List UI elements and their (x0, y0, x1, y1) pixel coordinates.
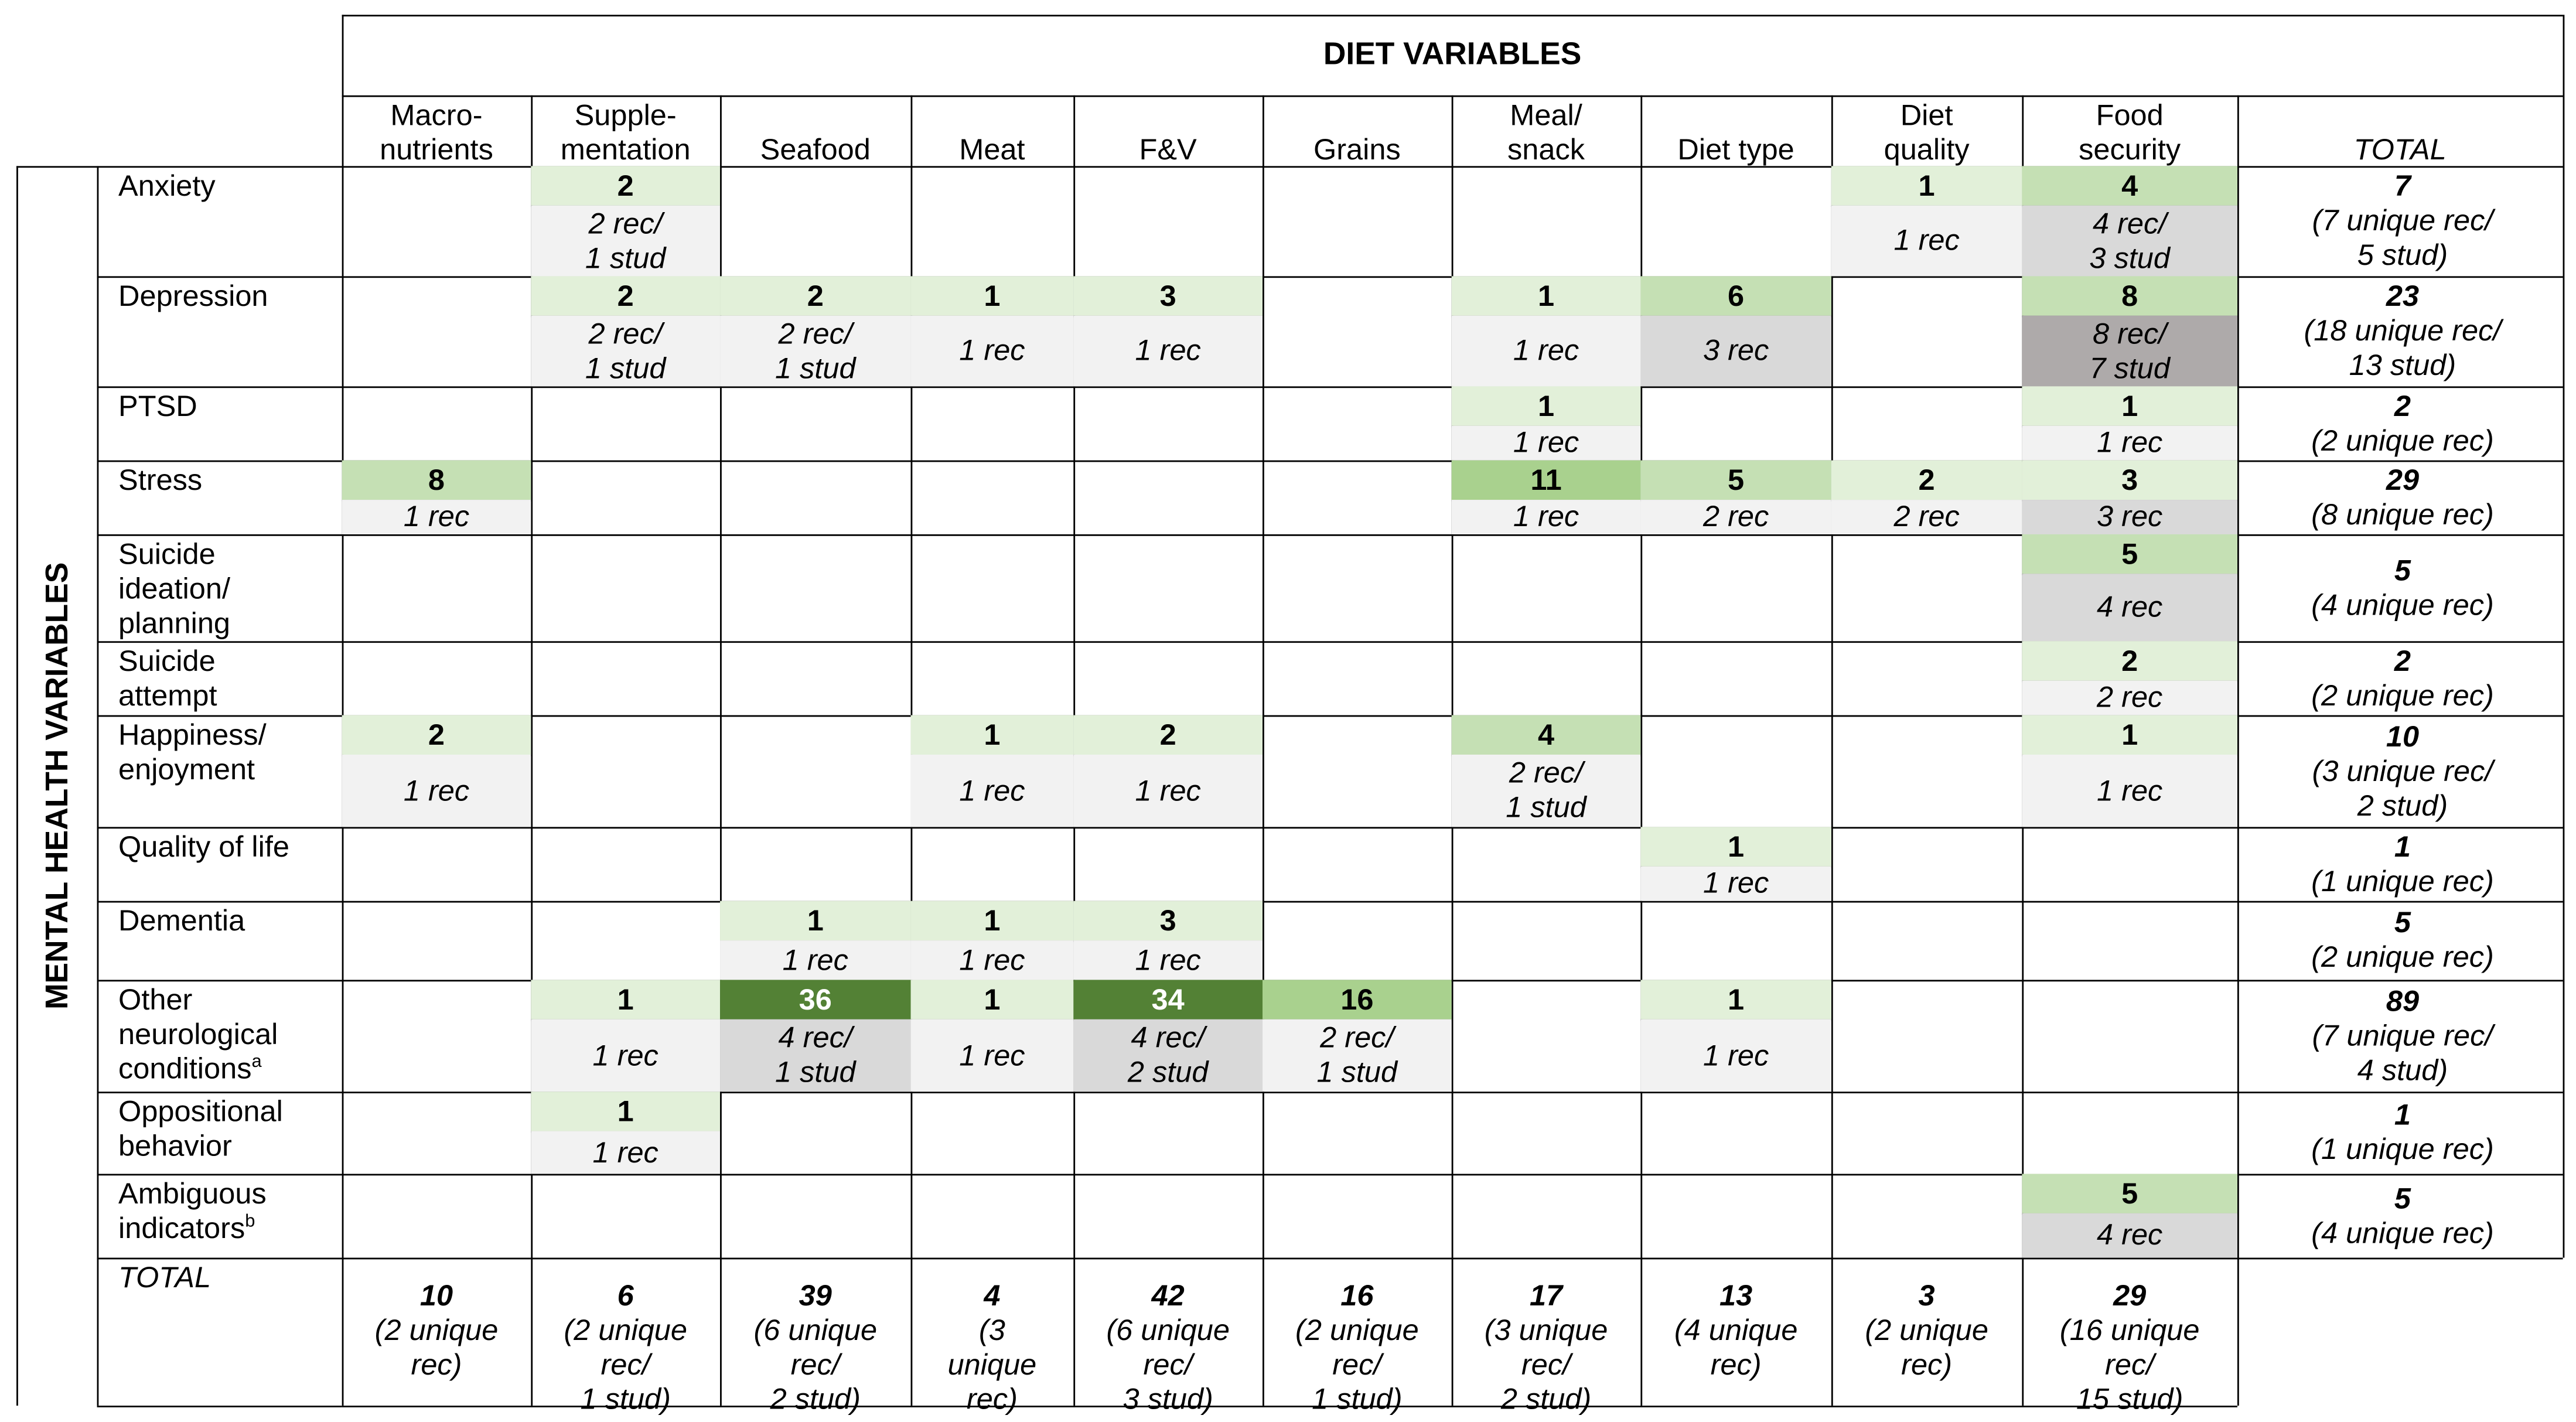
row-total: 1 (1 unique rec) (2311, 829, 2494, 897)
column-total-count: 39 (799, 1279, 832, 1312)
row-label: Suicide ideation/ planning (118, 537, 231, 640)
column-total: 10 (2 unique rec) (374, 1279, 499, 1382)
cell-count: 2 (617, 278, 634, 312)
cell-records-text: 1 rec (1702, 1038, 1769, 1072)
cell-records-text: 1 rec (959, 943, 1025, 976)
cell-count: 34 (1151, 982, 1185, 1015)
cell-records (1452, 426, 1641, 461)
column-total: 39 (6 unique rec/ 2 stud) (753, 1279, 878, 1416)
column-header (342, 98, 531, 168)
grid-line-v (96, 166, 98, 1406)
column-header-line: TOTAL (2353, 133, 2447, 166)
cell-records-text: 4 rec/ 2 stud (1127, 1021, 1209, 1089)
column-header (1640, 98, 1831, 168)
cell-records-text: 1 rec (1513, 425, 1579, 459)
row-label: Suicide attempt (118, 644, 217, 712)
column-header-line: Diet type (1677, 133, 1794, 166)
row-label: Depression (118, 279, 268, 313)
cell-records (911, 755, 1074, 827)
cell-records (911, 940, 1074, 980)
column-total: 17 (3 unique rec/ 2 stud) (1484, 1279, 1608, 1416)
column-header (1263, 98, 1452, 168)
cell-records-text: 1 rec (2097, 425, 2163, 459)
cell-count: 3 (1159, 903, 1176, 937)
cell-records (1073, 1019, 1263, 1092)
row-total: 10 (3 unique rec/ 2 stud) (2312, 719, 2493, 821)
cell-records (1831, 500, 2022, 534)
cell-records (1452, 316, 1641, 387)
column-header (1452, 98, 1641, 168)
cell-count: 1 (2121, 717, 2138, 751)
cell-records (1640, 1019, 1831, 1092)
cell-count: 2 (2121, 643, 2138, 677)
cell-records (720, 940, 910, 980)
column-header-line: Supple- (574, 98, 677, 132)
footnote-marker: b (245, 1212, 255, 1232)
cell-count: 2 (428, 717, 445, 751)
column-header-line: mentation (560, 133, 691, 166)
cell-records-text: 1 rec (959, 773, 1025, 807)
cell-records (531, 1131, 720, 1174)
cell-records (1263, 1019, 1452, 1092)
cell-records (720, 1019, 910, 1092)
cell-records-text: 4 rec/ 1 stud (774, 1021, 856, 1089)
grid-line-v (341, 15, 343, 1406)
cell-count: 1 (984, 903, 1001, 937)
cell-records-text: 2 rec/ 1 stud (585, 206, 666, 274)
row-label: Other neurological conditions$^a$ (118, 983, 278, 1085)
column-total-count: 29 (2113, 1279, 2147, 1312)
cell-count: 4 (1537, 717, 1555, 751)
cell-records (1640, 316, 1831, 387)
cell-count: 5 (1728, 462, 1745, 496)
cell-records-text: 1 rec (403, 773, 470, 807)
cell-count: 4 (2121, 168, 2138, 202)
cell-records (911, 316, 1074, 387)
column-header-line: Grains (1313, 133, 1401, 166)
column-header (1831, 98, 2022, 168)
column-header-line (1263, 98, 1452, 133)
row-total: 89 (7 unique rec/ 4 stud) (2312, 984, 2493, 1086)
cell-records (342, 500, 531, 534)
column-header-line: Seafood (760, 133, 871, 166)
column-header (2022, 98, 2237, 168)
row-total-count: 2 (2394, 388, 2411, 422)
cell-count: 11 (1530, 462, 1562, 496)
column-header (720, 98, 910, 168)
row-label: Stress (118, 463, 203, 497)
column-header-line: Diet (1900, 98, 1953, 132)
column-header-line (720, 98, 910, 133)
row-label: Anxiety (118, 169, 216, 203)
cell-records (2022, 755, 2237, 827)
cell-count: 1 (1728, 982, 1745, 1015)
cell-records-text: 2 rec/ 1 stud (1506, 756, 1586, 824)
row-total: 2 (2 unique rec) (2311, 388, 2494, 456)
column-total-count: 16 (1340, 1279, 1374, 1312)
cell-records (2022, 681, 2237, 715)
column-total-count: 4 (984, 1279, 1001, 1312)
column-total: 29 (16 unique rec/ 15 stud) (2059, 1279, 2200, 1416)
column-header-line: nutrients (380, 133, 493, 166)
cell-count: 1 (1537, 388, 1555, 422)
cell-records (2022, 206, 2237, 277)
cell-records (911, 1019, 1074, 1092)
totals-row-label: TOTAL (118, 1261, 211, 1294)
column-header (2237, 98, 2563, 168)
cell-records-text: 8 rec/ 7 stud (2089, 316, 2170, 384)
row-total-count: 10 (2386, 719, 2420, 752)
cell-records (1452, 500, 1641, 534)
grid-line-v (16, 166, 18, 1406)
column-header (531, 98, 720, 168)
cell-records-text: 2 rec/ 1 stud (1316, 1021, 1398, 1089)
row-total-count: 5 (2394, 906, 2411, 939)
cell-records-text: 1 rec (2097, 773, 2163, 807)
column-total: 4 (3 unique rec) (947, 1279, 1037, 1416)
footnote-marker: a (251, 1052, 262, 1072)
row-label: Dementia (118, 904, 245, 937)
cell-records (531, 1019, 720, 1092)
cell-records (1640, 867, 1831, 901)
column-total-count: 42 (1151, 1279, 1185, 1312)
column-header-line (1073, 98, 1263, 133)
cell-count: 1 (617, 1094, 634, 1127)
cell-count: 1 (807, 903, 824, 937)
column-total: 3 (2 unique rec) (1865, 1279, 1988, 1382)
cell-count: 36 (799, 982, 832, 1015)
cell-count: 1 (984, 982, 1001, 1015)
row-total: 29 (8 unique rec) (2311, 462, 2494, 530)
cell-count: 8 (2121, 278, 2138, 312)
cell-count: 2 (617, 168, 634, 202)
cell-records-text: 1 rec (592, 1135, 658, 1168)
cell-records (531, 206, 720, 277)
cell-records-text: 1 rec (1135, 333, 1201, 367)
cell-count: 1 (2121, 388, 2138, 422)
column-header-line: Meat (959, 133, 1025, 166)
cell-records (1640, 500, 1831, 534)
cell-count: 3 (2121, 462, 2138, 496)
row-total: 1 (1 unique rec) (2311, 1098, 2494, 1166)
row-total: 5 (2 unique rec) (2311, 906, 2494, 974)
cell-records-text: 2 rec/ 1 stud (774, 316, 856, 384)
column-header-line: F&V (1139, 133, 1197, 166)
cell-records-text: 2 rec (1702, 500, 1769, 533)
cell-records-text: 1 rec (1513, 333, 1579, 367)
row-total-count: 89 (2386, 984, 2420, 1017)
column-header-line: snack (1507, 133, 1585, 166)
cell-records-text: 4 rec/ 3 stud (2089, 206, 2170, 274)
grid-line-h (342, 14, 2563, 16)
row-total: 23 (18 unique rec/ 13 stud) (2304, 279, 2502, 381)
cell-records-text: 1 rec (1893, 223, 1960, 257)
row-label: Ambiguous indicators$^b$ (118, 1177, 267, 1245)
row-label: PTSD (118, 390, 197, 423)
cell-records (2022, 500, 2237, 534)
column-header-line: Macro- (390, 98, 483, 132)
cell-count: 16 (1340, 982, 1374, 1015)
cell-records-text: 1 rec (959, 1038, 1025, 1072)
cell-records-text: 1 rec (1513, 500, 1579, 533)
column-header-line: quality (1884, 133, 1970, 166)
column-header-line (2237, 98, 2563, 133)
grid-line-h (97, 900, 2563, 902)
cell-records (2022, 1213, 2237, 1258)
cell-count: 1 (1537, 278, 1555, 312)
cell-records (1831, 206, 2022, 277)
row-total: 5 (4 unique rec) (2311, 553, 2494, 621)
row-total: 7 (7 unique rec/ 5 stud) (2312, 169, 2493, 271)
column-header-line (911, 98, 1074, 133)
row-total-count: 5 (2394, 1181, 2411, 1215)
cell-records-text: 1 rec (403, 500, 470, 533)
column-header-line: Food (2096, 98, 2164, 132)
cell-records-text: 1 rec (1135, 773, 1201, 807)
row-total-count: 1 (2394, 829, 2411, 862)
cell-records-text: 3 rec (2097, 500, 2163, 533)
column-total-count: 17 (1529, 1279, 1563, 1312)
row-total-count: 29 (2386, 462, 2420, 496)
cell-records-text: 1 rec (782, 943, 848, 976)
column-total: 13 (4 unique rec) (1674, 1279, 1798, 1382)
cell-count: 1 (617, 982, 634, 1015)
cell-records (342, 755, 531, 827)
cell-records (1073, 940, 1263, 980)
grid-line-h (97, 1405, 342, 1407)
diet-variables-title: DIET VARIABLES (1323, 37, 1582, 73)
cell-count: 6 (1728, 278, 1745, 312)
cell-count: 8 (428, 462, 445, 496)
cell-records (2022, 426, 2237, 461)
cell-records (1073, 316, 1263, 387)
column-header-line: Meal/ (1510, 98, 1582, 132)
cell-count: 1 (984, 717, 1001, 751)
cell-records-text: 1 rec (592, 1038, 658, 1072)
column-total-count: 10 (419, 1279, 453, 1312)
column-header (911, 98, 1074, 168)
cell-count: 1 (1728, 829, 1745, 862)
cell-records-text: 1 rec (1135, 943, 1201, 976)
cell-records-text: 3 rec (1702, 333, 1769, 367)
column-header (1073, 98, 1263, 168)
column-total: 6 (2 unique rec/ 1 stud) (564, 1279, 687, 1416)
row-total-count: 1 (2394, 1098, 2411, 1131)
cell-records (2022, 316, 2237, 387)
row-label: Happiness/ enjoyment (118, 718, 267, 786)
cell-count: 5 (2121, 537, 2138, 570)
column-total-count: 13 (1719, 1279, 1753, 1312)
row-total-count: 7 (2394, 169, 2411, 203)
column-header-line: security (2079, 133, 2181, 166)
row-total: 5 (4 unique rec) (2311, 1181, 2494, 1249)
cell-records-text: 2 rec (1893, 500, 1960, 533)
cell-records-text: 1 rec (1702, 866, 1769, 899)
column-header-line (1640, 98, 1831, 133)
cell-records-text: 2 rec/ 1 stud (585, 316, 666, 384)
cell-count: 3 (1159, 278, 1176, 312)
row-total-count: 5 (2394, 553, 2411, 586)
cell-records (531, 316, 720, 387)
cell-count: 2 (1918, 462, 1935, 496)
cell-records (1452, 755, 1641, 827)
row-label: Quality of life (118, 830, 289, 864)
mental-health-variables-title: MENTAL HEALTH VARIABLES (41, 562, 76, 1010)
column-total-count: 6 (617, 1279, 634, 1312)
column-total-count: 3 (1918, 1279, 1935, 1312)
cell-count: 2 (807, 278, 824, 312)
column-total: 42 (6 unique rec/ 3 stud) (1106, 1279, 1230, 1416)
cell-records-text: 1 rec (959, 333, 1025, 367)
cell-records-text: 4 rec (2097, 590, 2163, 623)
cell-count: 1 (1918, 168, 1935, 202)
row-total-count: 2 (2394, 643, 2411, 677)
cell-records (1073, 755, 1263, 827)
row-label: Oppositional behavior (118, 1094, 283, 1162)
row-total: 2 (2 unique rec) (2311, 643, 2494, 711)
cell-records-text: 4 rec (2097, 1218, 2163, 1252)
cell-count: 1 (984, 278, 1001, 312)
cell-records-text: 2 rec (2097, 680, 2163, 714)
cell-count: 2 (1159, 717, 1176, 751)
cell-records (2022, 574, 2237, 641)
cell-records (720, 316, 910, 387)
cell-count: 5 (2121, 1176, 2138, 1209)
row-total-count: 23 (2386, 279, 2420, 313)
column-total: 16 (2 unique rec/ 1 stud) (1295, 1279, 1419, 1416)
